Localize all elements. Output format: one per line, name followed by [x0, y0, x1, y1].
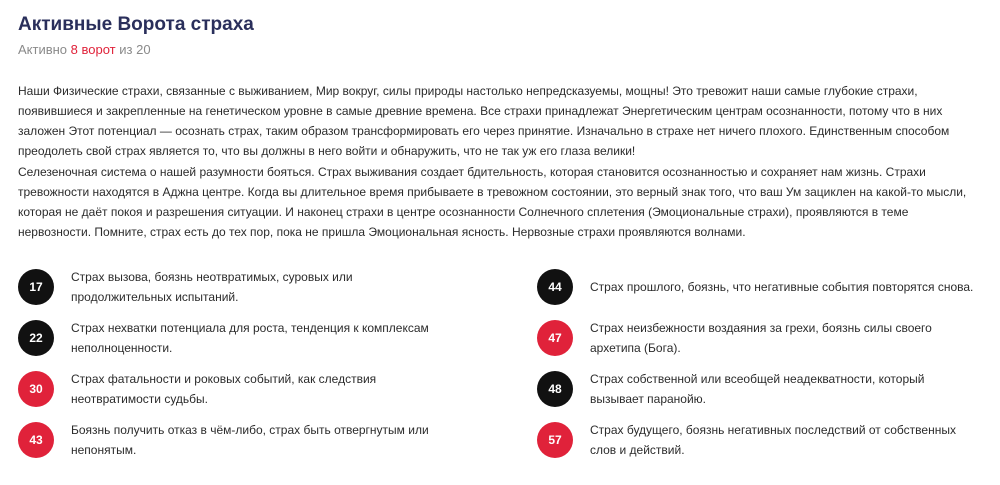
summary-prefix: Активно	[18, 42, 68, 57]
gate-item	[537, 316, 977, 356]
gate-number-badge: 47	[537, 320, 573, 356]
gate-number-badge: 22	[18, 320, 54, 356]
gate-description: Страх будущего, боязнь негативных последствий от собственных слов и действий.	[590, 423, 956, 457]
gate-item	[18, 316, 458, 356]
gate-description: Страх собственной или всеобщей неадекватности, который вызывает паранойю.	[590, 372, 925, 406]
gate-item	[18, 367, 458, 407]
gate-item	[18, 265, 458, 305]
gate-item	[537, 418, 977, 458]
description-paragraph-2: Селезеночная система о нашей разумности бояться. Страх выживания создает бдительность, которая становится осознанностью и сохраняет нам жизнь. Страхи тревожности находятся в Аджна центре. Когда вы длительное время прибываете в тревожном состоянии, это верный знак того, что ваш Ум зациклен на какой-то мысли, которая не даёт покоя и разрешения ситуации. И наконец страхи в центре осознанности Солнечного сплетения (Эмоциональные страхи), проявляются в теме нервозности. Помните, страх есть до тех пор, пока не пришла Эмоциональная ясность. Нервозные страхи проявляются волнами.	[18, 165, 967, 239]
gate-description: Боязнь получить отказ в чём-либо, страх быть отвергнутым или непонятым.	[71, 423, 429, 457]
active-gates-summary	[18, 42, 151, 57]
gate-description: Страх нехватки потенциала для роста, тенденция к комплексам неполноценности.	[71, 321, 429, 355]
gate-number-badge: 43	[18, 422, 54, 458]
gate-item	[18, 418, 458, 458]
description-paragraph-1: Наши Физические страхи, связанные с выживанием, Мир вокруг, силы природы настолько непредсказуемы, мощны! Это тревожит наши самые глубокие страхи, появившиеся и закрепленные на генетическом уровне в самые древние времена. Все страхи принадлежат Энергетическим центрам осознанности, потому что в них заложен Этот потенциал — осознать страх, таким образом трансформировать его через принятие. Изначально в страхе нет ничего плохого. Единственным способом преодолеть свой страх является то, что вы должны в него войти и обнаружить, что не так уж его глаза велики!	[18, 84, 950, 158]
page-title: Активные Ворота страха	[18, 14, 254, 35]
summary-suffix: из 20	[119, 42, 151, 57]
gate-description: Страх вызова, боязнь неотвратимых, суровых или продолжительных испытаний.	[71, 270, 353, 304]
gate-item	[537, 265, 977, 305]
active-gates-count: 8 ворот	[70, 42, 116, 57]
gate-description: Страх прошлого, боязнь, что негативные события повторятся снова.	[590, 280, 974, 294]
gate-number-badge: 30	[18, 371, 54, 407]
gate-number-badge: 44	[537, 269, 573, 305]
gate-description: Страх неизбежности воздаяния за грехи, боязнь силы своего архетипа (Бога).	[590, 321, 932, 355]
gate-item	[537, 367, 977, 407]
gate-number-badge: 17	[18, 269, 54, 305]
gate-number-badge: 48	[537, 371, 573, 407]
gate-number-badge: 57	[537, 422, 573, 458]
gate-description: Страх фатальности и роковых событий, как следствия неотвратимости судьбы.	[71, 372, 377, 406]
